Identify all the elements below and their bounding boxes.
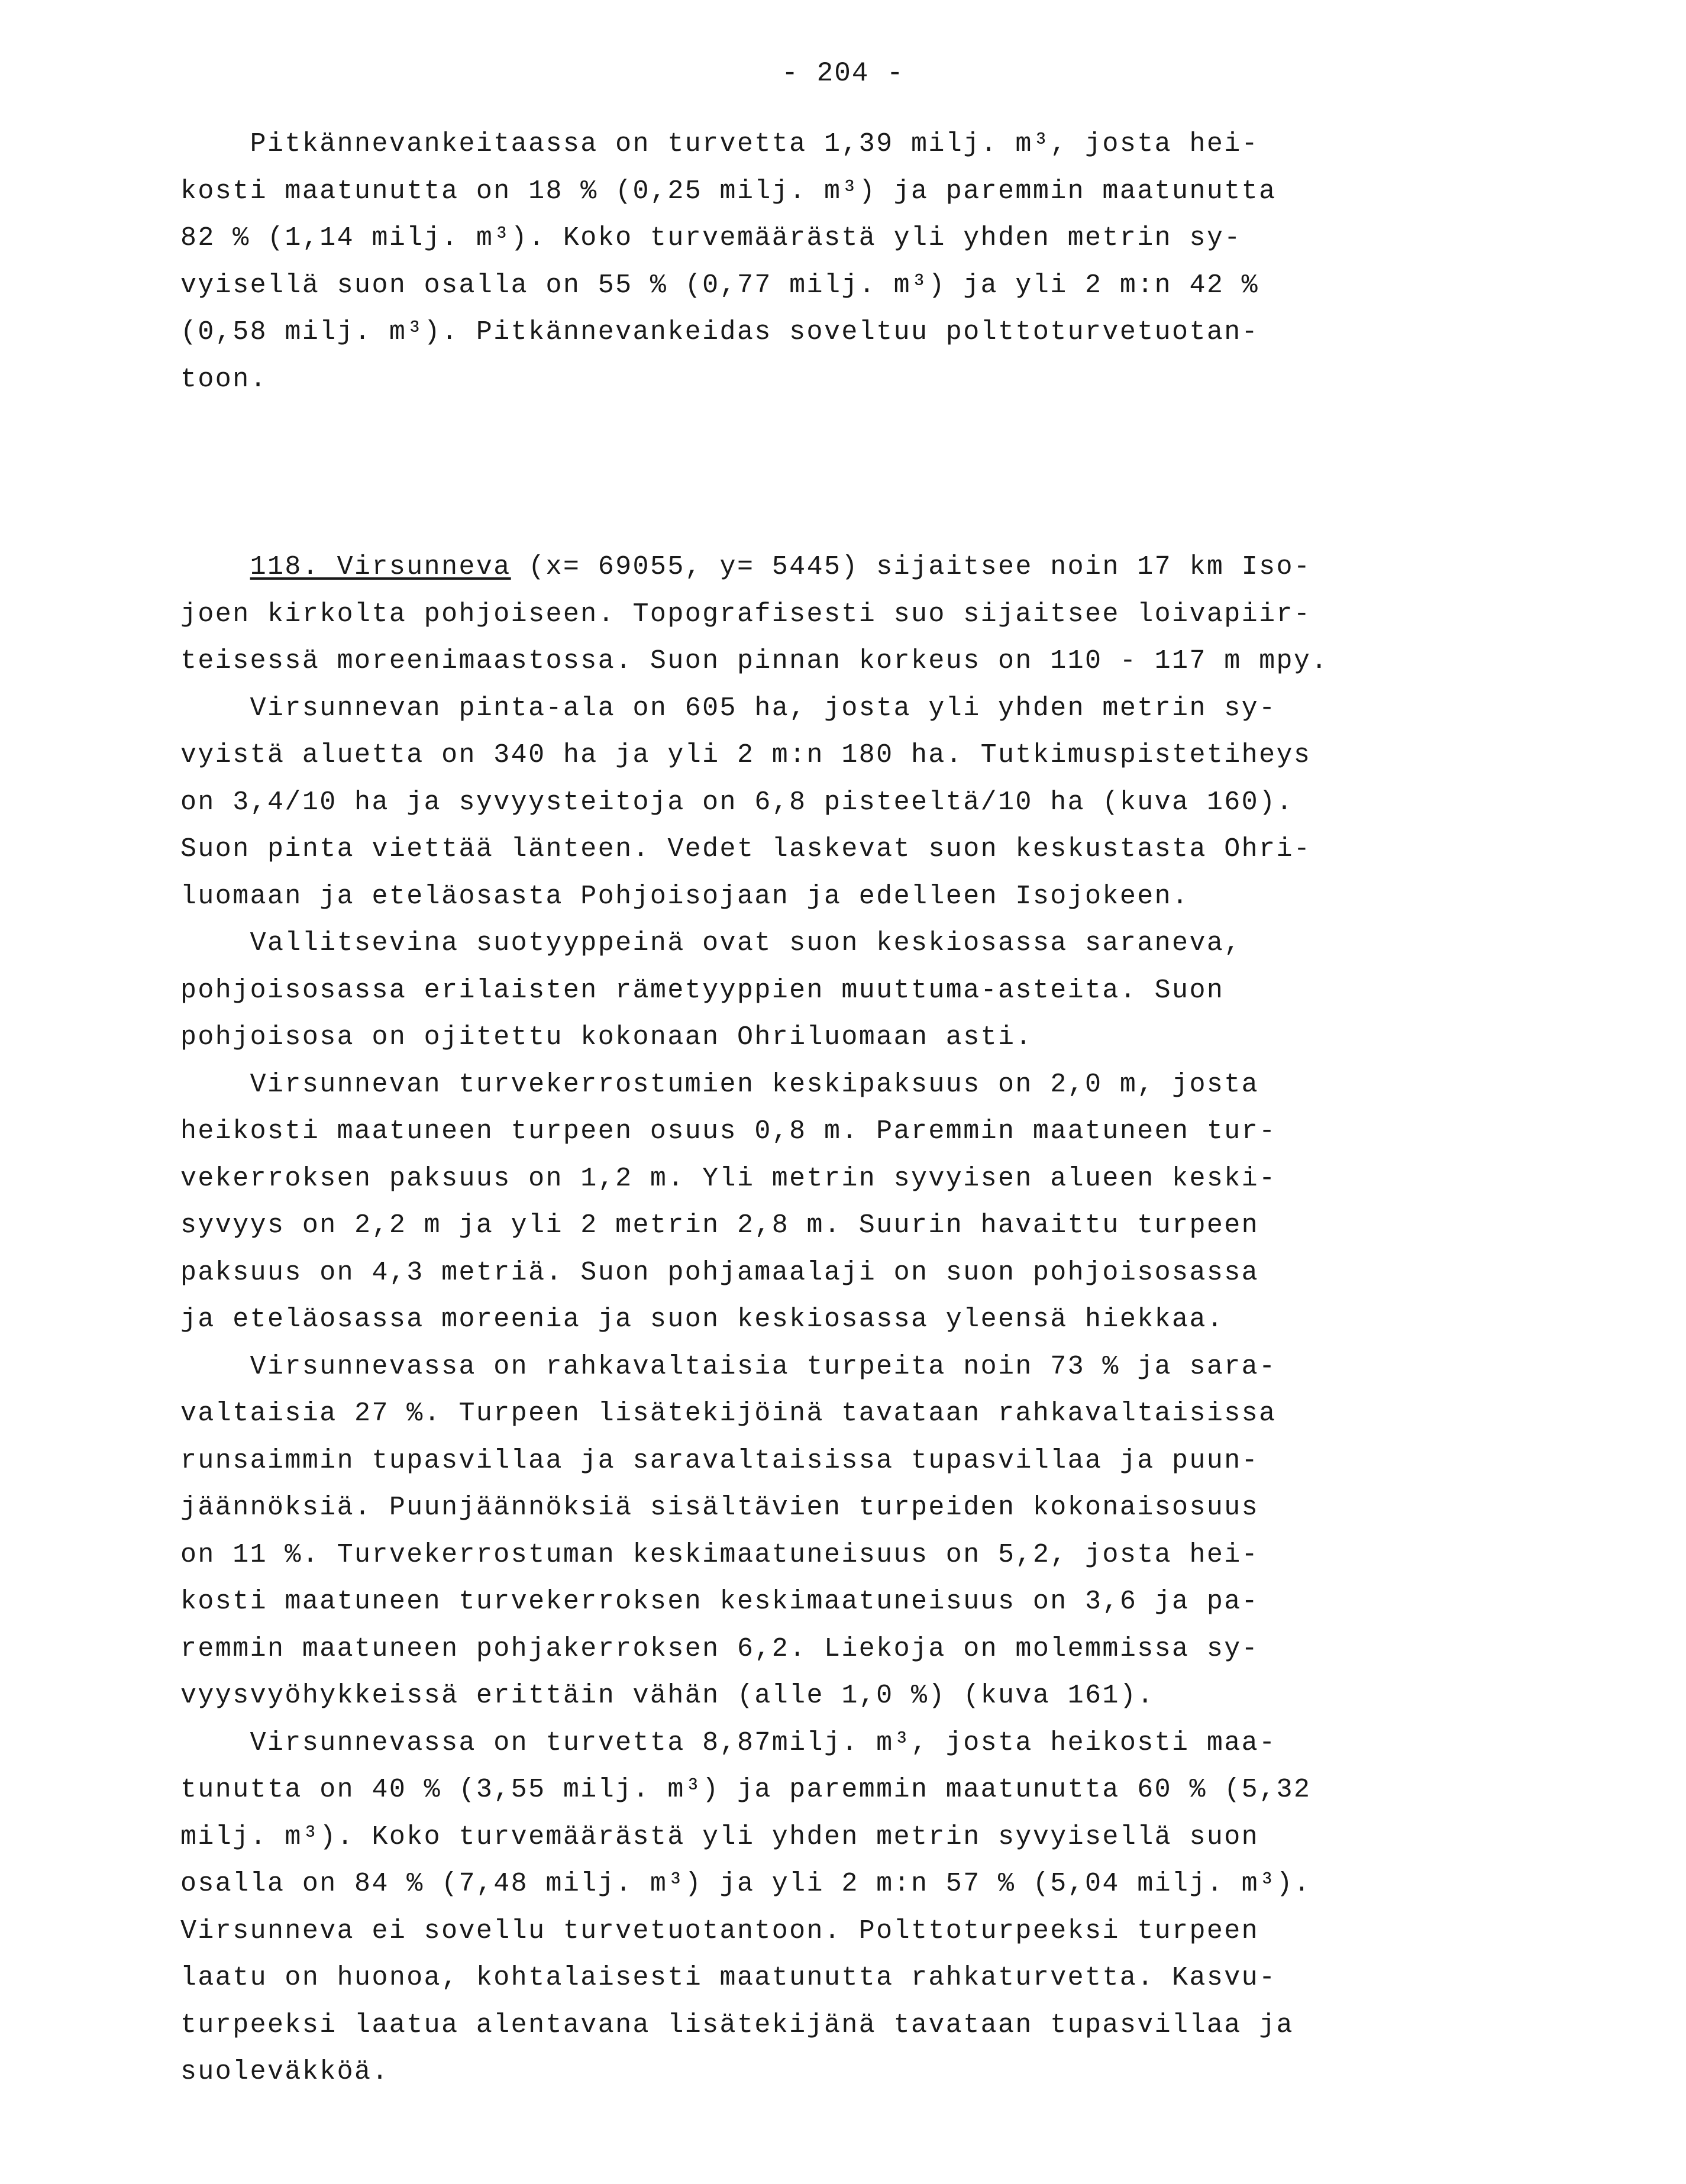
page-number: - 204 - xyxy=(781,58,905,89)
text-line: ja eteläosassa moreenia ja suon keskiosassa yleensä hiekkaa. xyxy=(180,1304,1225,1335)
indent xyxy=(180,552,250,582)
text-line: toon. xyxy=(180,364,268,395)
text-line: Virsunnevassa on turvetta 8,87milj. m³, josta heikosti maa- xyxy=(180,1727,1277,1758)
text-line: tunutta on 40 % (3,55 milj. m³) ja paremmin maatunutta 60 % (5,32 xyxy=(180,1775,1312,1805)
paragraph-pitkannevankeidas xyxy=(180,121,1503,403)
text-line: pohjoisosa on ojitettu kokonaan Ohriluomaan asti. xyxy=(180,1022,1033,1052)
text-line: osalla on 84 % (7,48 milj. m³) ja yli 2 m:n 57 % (5,04 milj. m³). xyxy=(180,1869,1312,1899)
text-line: Virsunnevassa on rahkavaltaisia turpeita noin 73 % ja sara- xyxy=(180,1351,1277,1382)
text-line: heikosti maatuneen turpeen osuus 0,8 m. Paremmin maatuneen tur- xyxy=(180,1116,1277,1146)
text-line: Virsunnevan turvekerrostumien keskipaksuus on 2,0 m, josta xyxy=(180,1069,1259,1100)
section-spacer xyxy=(180,403,1503,544)
text-line: vyistä aluetta on 340 ha ja yli 2 m:n 180 ha. Tutkimuspistetiheys xyxy=(180,740,1312,770)
text-line: 82 % (1,14 milj. m³). Koko turvemäärästä yli yhden metrin sy- xyxy=(180,223,1242,253)
text-line: on 3,4/10 ha ja syvyysteitoja on 6,8 pisteeltä/10 ha (kuva 160). xyxy=(180,787,1294,818)
text-line: luomaan ja eteläosasta Pohjoisojaan ja edelleen Isojokeen. xyxy=(180,881,1190,912)
text-line: Virsunneva ei sovellu turvetuotantoon. Polttoturpeeksi turpeen xyxy=(180,1915,1259,1946)
text-line: syvyys on 2,2 m ja yli 2 metrin 2,8 m. Suurin havaittu turpeen xyxy=(180,1210,1259,1240)
section-lines xyxy=(180,591,1503,2096)
text-line: runsaimmin tupasvillaa ja saravaltaisissa tupasvillaa ja puun- xyxy=(180,1445,1259,1476)
section-118-virsunneva xyxy=(180,544,1503,2096)
text-line: suoleväkköä. xyxy=(180,2057,389,2087)
text-line: teisessä moreenimaastossa. Suon pinnan korkeus on 110 - 117 m mpy. xyxy=(180,646,1329,676)
text-line: remmin maatuneen pohjakerroksen 6,2. Liekoja on molemmissa sy- xyxy=(180,1633,1259,1664)
text-line: joen kirkolta pohjoiseen. Topografisesti suo sijaitsee loivapiir- xyxy=(180,599,1312,629)
text-line: (0,58 milj. m³). Pitkännevankeidas soveltuu polttoturvetuotan- xyxy=(180,317,1259,347)
section-first-line xyxy=(180,544,1503,591)
section-first-line-rest: (x= 69055, y= 5445) sijaitsee noin 17 km Iso- xyxy=(511,552,1312,582)
text-line: Suon pinta viettää länteen. Vedet laskevat suon keskustasta Ohri- xyxy=(180,834,1312,864)
text-line: turpeeksi laatua alentavana lisätekijänä tavataan tupasvillaa ja xyxy=(180,2009,1294,2040)
text-line: on 11 %. Turvekerrostuman keskimaatuneisuus on 5,2, josta hei- xyxy=(180,1539,1259,1570)
text-line: laatu on huonoa, kohtalaisesti maatunutta rahkaturvetta. Kasvu- xyxy=(180,1963,1277,1993)
text-line: kosti maatunutta on 18 % (0,25 milj. m³) ja paremmin maatunutta xyxy=(180,176,1277,206)
text-line: Virsunnevan pinta-ala on 605 ha, josta yli yhden metrin sy- xyxy=(180,693,1277,723)
text-line: kosti maatuneen turvekerroksen keskimaatuneisuus on 3,6 ja pa- xyxy=(180,1587,1259,1617)
text-line: Vallitsevina suotyyppeinä ovat suon keskiosassa saraneva, xyxy=(180,928,1242,958)
section-heading: 118. Virsunneva xyxy=(250,552,511,582)
text-line: milj. m³). Koko turvemäärästä yli yhden metrin syvyisellä suon xyxy=(180,1821,1259,1852)
text-line: paksuus on 4,3 metriä. Suon pohjamaalaji on suon pohjoisosassa xyxy=(180,1257,1259,1288)
text-line: Pitkännevankeitaassa on turvetta 1,39 milj. m³, josta hei- xyxy=(180,129,1259,159)
text-line: vyisellä suon osalla on 55 % (0,77 milj. m³) ja yli 2 m:n 42 % xyxy=(180,270,1259,301)
text-line: pohjoisosassa erilaisten rämetyyppien muuttuma-asteita. Suon xyxy=(180,975,1225,1006)
text-line: vekerroksen paksuus on 1,2 m. Yli metrin syvyisen alueen keski- xyxy=(180,1163,1277,1194)
document-body xyxy=(180,121,1503,2096)
text-line: jäännöksiä. Puunjäännöksiä sisältävien turpeiden kokonaisosuus xyxy=(180,1492,1259,1523)
text-line: valtaisia 27 %. Turpeen lisätekijöinä tavataan rahkavaltaisissa xyxy=(180,1398,1277,1429)
text-line: vyysvyöhykkeissä erittäin vähän (alle 1,0 %) (kuva 161). xyxy=(180,1681,1155,1711)
